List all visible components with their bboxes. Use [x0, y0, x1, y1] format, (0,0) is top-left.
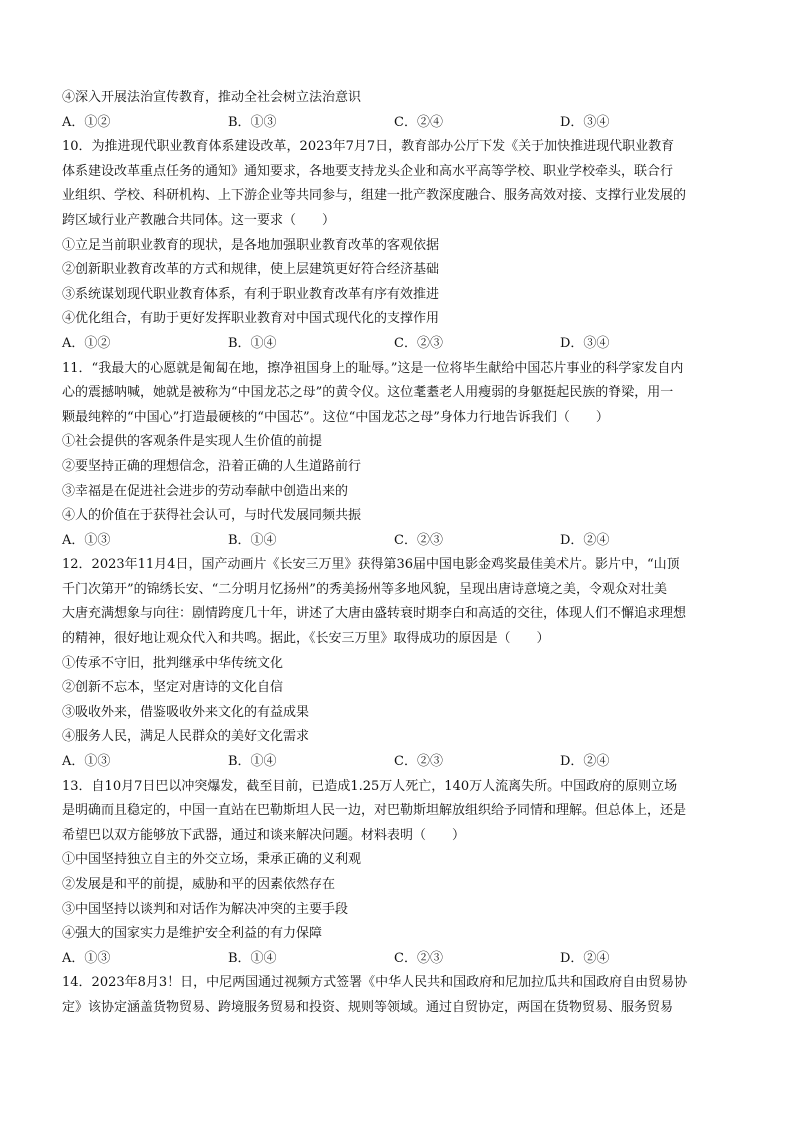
answer-option-d[interactable]: D．②④ [560, 532, 610, 548]
answer-option-c[interactable]: C．②③ [394, 950, 443, 966]
answer-options [62, 332, 732, 357]
question-stem-line: 颗最纯粹的“中国心”打造最硬核的“中国芯”。这位“中国龙芯之母”身体力行地告诉我们（ ） [62, 409, 609, 425]
answer-option-a[interactable]: A．①③ [62, 950, 111, 966]
question-stem-line: 的精神，很好地让观众代入和共鸣。据此，《长安三万里》取得成功的原因是（ ） [62, 631, 550, 647]
question-stem-line: 定》该协定涵盖货物贸易、跨境服务贸易和投资、规则等领域。通过自贸协定，两国在货物贸易、服务贸易 [62, 999, 674, 1015]
question-stem-line: 跨区域行业产教融合共同体。这一要求（ ） [62, 212, 336, 228]
statement-item: ①立足当前职业教育的现状，是各地加强职业教育改革的客观依据 [62, 237, 440, 253]
answer-options [62, 947, 732, 972]
statement-item: ①传承不守旧，批判继承中华传统文化 [62, 655, 284, 671]
question-stem-line: 14．2023年8月3！日，中尼两国通过视频方式签署《中华人民共和国政府和尼加拉瓜共和国政府自由贸易协 [62, 975, 688, 991]
answer-option-b[interactable]: B．①④ [228, 532, 277, 548]
question-10 [62, 135, 732, 356]
question-stem-line: 心的震撼呐喊，她就是被称为“中国龙芯之母”的黄令仪。这位耄耋老人用瘦弱的身躯挺起民族的脊梁，用一 [62, 385, 674, 401]
statement-item: ③幸福是在促进社会进步的劳动奉献中创造出来的 [62, 483, 349, 499]
question-stem-line: 千门次第开”的锦绣长安、“二分明月忆扬州”的秀美扬州等多地风貌，呈现出唐诗意境之美，令观众对壮美 [62, 581, 667, 597]
answer-option-c[interactable]: C．②③ [394, 532, 443, 548]
answer-option-c[interactable]: C．②④ [394, 114, 443, 130]
statement-item: ②发展是和平的前提，威胁和平的因素依然存在 [62, 877, 336, 892]
question-stem-line: 体系建设改革重点任务的通知》通知要求，各地要支持龙头企业和高水平高等学校、职业学校牵头，联合行 [62, 163, 674, 179]
answer-option-c[interactable]: C．②③ [394, 754, 443, 770]
statement-item: ④强大的国家实力是维护安全利益的有力保障 [62, 926, 323, 942]
pre-item: ④深入开展法治宣传教育，推动全社会树立法治意识 [62, 90, 362, 105]
statement-item: ④服务人民，满足人民群众的美好文化需求 [62, 729, 310, 745]
answer-options [62, 529, 732, 554]
question-stem-line: 11．“我最大的心愿就是匍匐在地，擦净祖国身上的耻辱。”这是一位将毕生献给中国芯片事业的科学家发自内 [62, 360, 684, 376]
statement-item: ②创新不忘本，坚定对唐诗的文化自信 [62, 680, 284, 696]
answer-option-a[interactable]: A．①② [62, 335, 111, 351]
answer-option-d[interactable]: D．③④ [560, 335, 610, 351]
answer-option-b[interactable]: B．①④ [228, 950, 277, 966]
statement-item: ③系统谋划现代职业教育体系，有利于职业教育改革有序有效推进 [62, 286, 440, 302]
statement-item: ②要坚持正确的理想信念，沿着正确的人生道路前行 [62, 458, 362, 474]
statement-item: ②创新职业教育改革的方式和规律，使上层建筑更好符合经济基础 [62, 262, 440, 278]
answer-option-d[interactable]: D．②④ [560, 950, 610, 966]
answer-option-b[interactable]: B．①④ [228, 754, 277, 770]
statement-item: ①社会提供的客观条件是实现人生价值的前提 [62, 434, 323, 450]
question-14 [62, 971, 732, 1020]
answer-option-d[interactable]: D．③④ [560, 114, 610, 130]
question-stem-line: 希望巴以双方能够放下武器，通过和谈来解决问题。材料表明（ ） [62, 827, 466, 843]
statement-item: ③吸收外来，借鉴吸收外来文化的有益成果 [62, 704, 310, 720]
statement-item: ④人的价值在于获得社会认可，与时代发展同频共振 [62, 508, 362, 524]
statement-item: ③中国坚持以谈判和对话作为解决冲突的主要手段 [62, 901, 349, 917]
answer-option-d[interactable]: D．②④ [560, 754, 610, 770]
pre-answer-options [62, 111, 732, 136]
answer-option-b[interactable]: B．①③ [228, 114, 277, 130]
answer-option-c[interactable]: C．②③ [394, 335, 443, 351]
answer-option-a[interactable]: A．①③ [62, 754, 111, 770]
question-stem-line: 是明确而且稳定的，中国一直站在巴勒斯坦人民一边，对巴勒斯坦解放组织给予同情和理解。但总体上，还是 [62, 803, 687, 819]
question-stem-line: 10．为推进现代职业教育体系建设改革，2023年7月7日，教育部办公厅下发《关于加快推进现代职业教育 [62, 139, 675, 155]
answer-options [62, 750, 732, 775]
question-stem-line: 13．自10月7日巴以冲突爆发，截至目前，已造成1.25万人死亡，140万人流离失所。中国政府的原则立场 [62, 778, 678, 794]
question-stem-line: 大唐充满想象与向往：剧情跨度几十年，讲述了大唐由盛转衰时期李白和高适的交往，体现人们不懈追求理想 [62, 606, 687, 622]
answer-option-a[interactable]: A．①② [62, 114, 111, 130]
statement-item: ①中国坚持独立自主的外交立场，秉承正确的义利观 [62, 852, 362, 868]
question-stem-line: 业组织、学校、科研机构、上下游企业等共同参与，组建一批产教深度融合、服务高效对接、支撑行业发展的 [62, 188, 687, 204]
question-stem-line: 12．2023年11月4日，国产动画片《长安三万里》获得第36届中国电影金鸡奖最佳美术片。影片中，“山顶 [62, 557, 680, 573]
statement-item: ④优化组合，有助于更好发挥职业教育对中国式现代化的支撑作用 [62, 311, 440, 327]
answer-option-a[interactable]: A．①③ [62, 532, 111, 548]
question-12 [62, 553, 732, 774]
answer-option-b[interactable]: B．①④ [228, 335, 277, 351]
question-11 [62, 357, 732, 554]
question-13 [62, 775, 732, 972]
